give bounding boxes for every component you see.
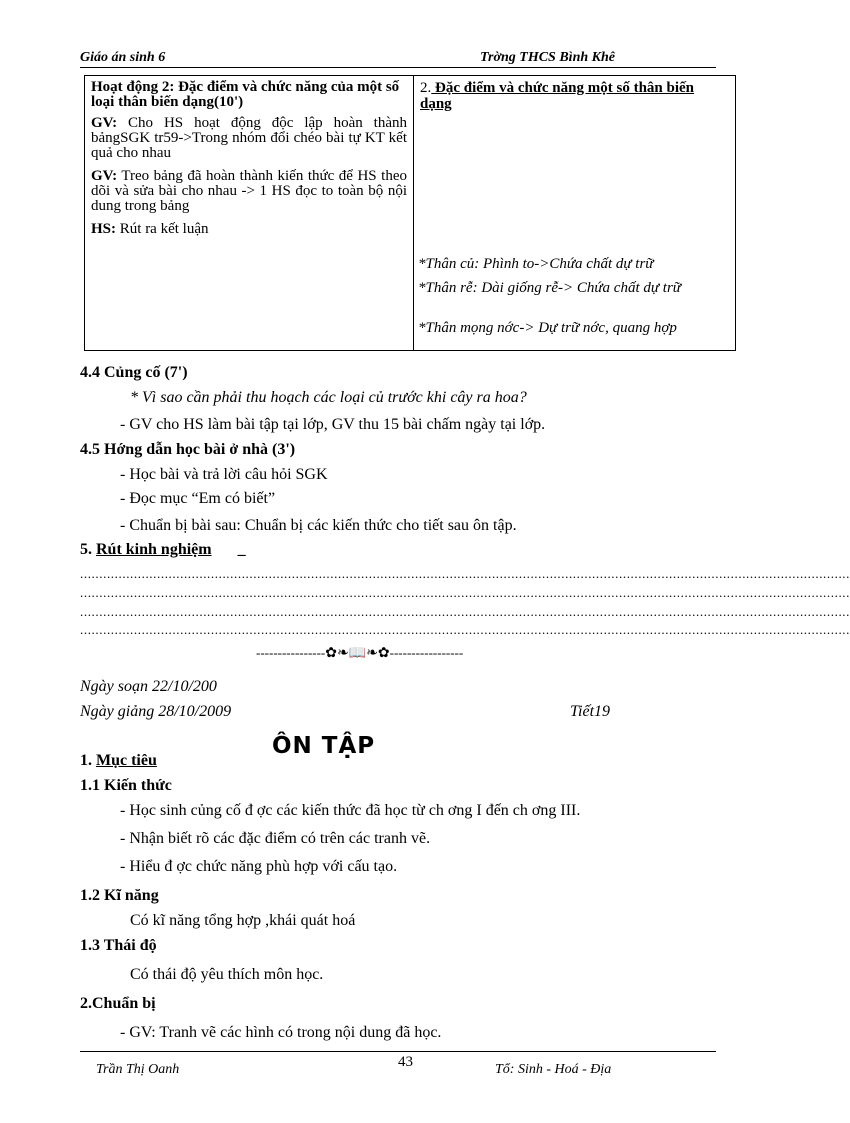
s11-line-3: - Hiểu đ ợc chức năng phù hợp với cấu tạo. (120, 858, 398, 875)
s44-question: * Vì sao cần phải thu hoạch các loại củ trước khi cây ra hoa? (130, 389, 527, 406)
tiet: Tiết19 (570, 703, 611, 720)
s5-num: 5. (80, 541, 92, 558)
table-left-cell (85, 76, 414, 351)
s11-heading: 1.1 Kiến thức (80, 777, 172, 794)
s44-line: - GV cho HS làm bài tập tại lớp, GV thu 15 bài chấm ngày tại lớp. (120, 416, 546, 433)
page-title: ÔN TẬP (272, 733, 376, 759)
left-paragraph-2 (91, 169, 407, 214)
s45-line-3: - Chuẩn bị bài sau: Chuẩn bị các kiến thức cho tiết sau ôn tập. (120, 517, 517, 534)
separator-left: ---------------- (256, 645, 326, 660)
page-number: 43 (398, 1054, 413, 1070)
right-heading-text: Đặc điểm và chức năng một số thân biến dạng (420, 80, 695, 112)
footer-rule (80, 1051, 716, 1052)
dotted-line-3: ........................................................................................................................................................................................................ (80, 604, 850, 619)
s2-heading: 2.Chuẩn bị (80, 995, 156, 1012)
separator-right: ----------------- (389, 645, 464, 660)
left-heading: Hoạt động 2: Đặc điểm và chức năng của một số loại thân biến dạng(10') (91, 79, 400, 110)
s1-num: 1. (80, 752, 92, 769)
s5-heading-text: Rút kinh nghiệm (96, 541, 212, 558)
s11-line-2: - Nhận biết rõ các đặc điểm có trên các tranh vẽ. (120, 830, 431, 847)
header-right: Trờng THCS Bình Khê (480, 50, 615, 65)
s1-heading-text: Mục tiêu (96, 752, 157, 769)
gv-label-2: GV: (91, 168, 118, 184)
s5-dash: _ (237, 541, 246, 558)
left-paragraph-1 (91, 116, 407, 161)
s44-heading: 4.4 Củng cố (7') (80, 364, 188, 381)
separator (256, 645, 463, 661)
footer-left: Trần Thị Oanh (96, 1062, 180, 1077)
s1-heading (80, 752, 157, 770)
s12-heading: 1.2 Kĩ năng (80, 887, 159, 904)
right-heading (420, 80, 729, 112)
header-rule (80, 67, 716, 68)
right-heading-num: 2. (420, 80, 432, 96)
gv-label-1: GV: (91, 115, 118, 131)
item-than-re: *Thân rễ: Dài giống rễ-> Chứa chất dự trữ (418, 280, 681, 296)
content-table (84, 75, 736, 351)
dotted-line-2: ........................................................................................................................................................................................................ (80, 585, 850, 600)
hs-text: Rút ra kết luận (116, 221, 209, 237)
dotted-line-1: ........................................................................................................................................................................................................ (80, 566, 850, 581)
header-left: Giáo án sinh 6 (80, 50, 166, 65)
gv-text-1: Cho HS hoạt động độc lập hoàn thành bảngSGK tr59->Trong nhóm đổi chéo bài tự KT kết quả cho nhau (91, 115, 407, 161)
table-right-cell (414, 76, 736, 351)
item-than-mong-nuoc: *Thân mọng nớc-> Dự trữ nớc, quang hợp (418, 320, 677, 336)
dotted-line-4: ........................................................................................................................................................................................................ (80, 622, 850, 637)
s45-line-1: - Học bài và trả lời câu hỏi SGK (120, 466, 328, 483)
s13-line: Có thái độ yêu thích môn học. (130, 966, 324, 983)
s2-line-1: - GV: Tranh vẽ các hình có trong nội dung đã học. (120, 1024, 442, 1041)
ornament-icon: ✿❧📖❧✿ (325, 645, 390, 661)
item-than-cu: *Thân củ: Phình to->Chứa chất dự trữ (418, 256, 654, 272)
left-paragraph-3 (91, 222, 407, 237)
gv-text-2: Treo bảng đã hoàn thành kiến thức để HS theo dõi và sửa bài cho nhau -> 1 HS đọc to toàn bộ nội dung trong bảng (91, 168, 407, 214)
footer-right: Tổ: Sinh - Hoá - Địa (495, 1062, 612, 1077)
s11-line-1: - Học sinh củng cố đ ợc các kiến thức đã học từ ch ơng I đến ch ơng III. (120, 802, 581, 819)
s45-line-2: - Đọc mục “Em có biết” (120, 490, 276, 507)
ngay-giang: Ngày giảng 28/10/2009 (80, 703, 232, 720)
s12-line: Có kĩ năng tổng hợp ,khái quát hoá (130, 912, 356, 929)
ngay-soan: Ngày soạn 22/10/200 (80, 678, 217, 695)
s45-heading: 4.5 Hớng dẫn học bài ở nhà (3') (80, 441, 296, 458)
hs-label: HS: (91, 221, 117, 237)
s13-heading: 1.3 Thái độ (80, 937, 157, 954)
s5-heading (80, 541, 246, 559)
